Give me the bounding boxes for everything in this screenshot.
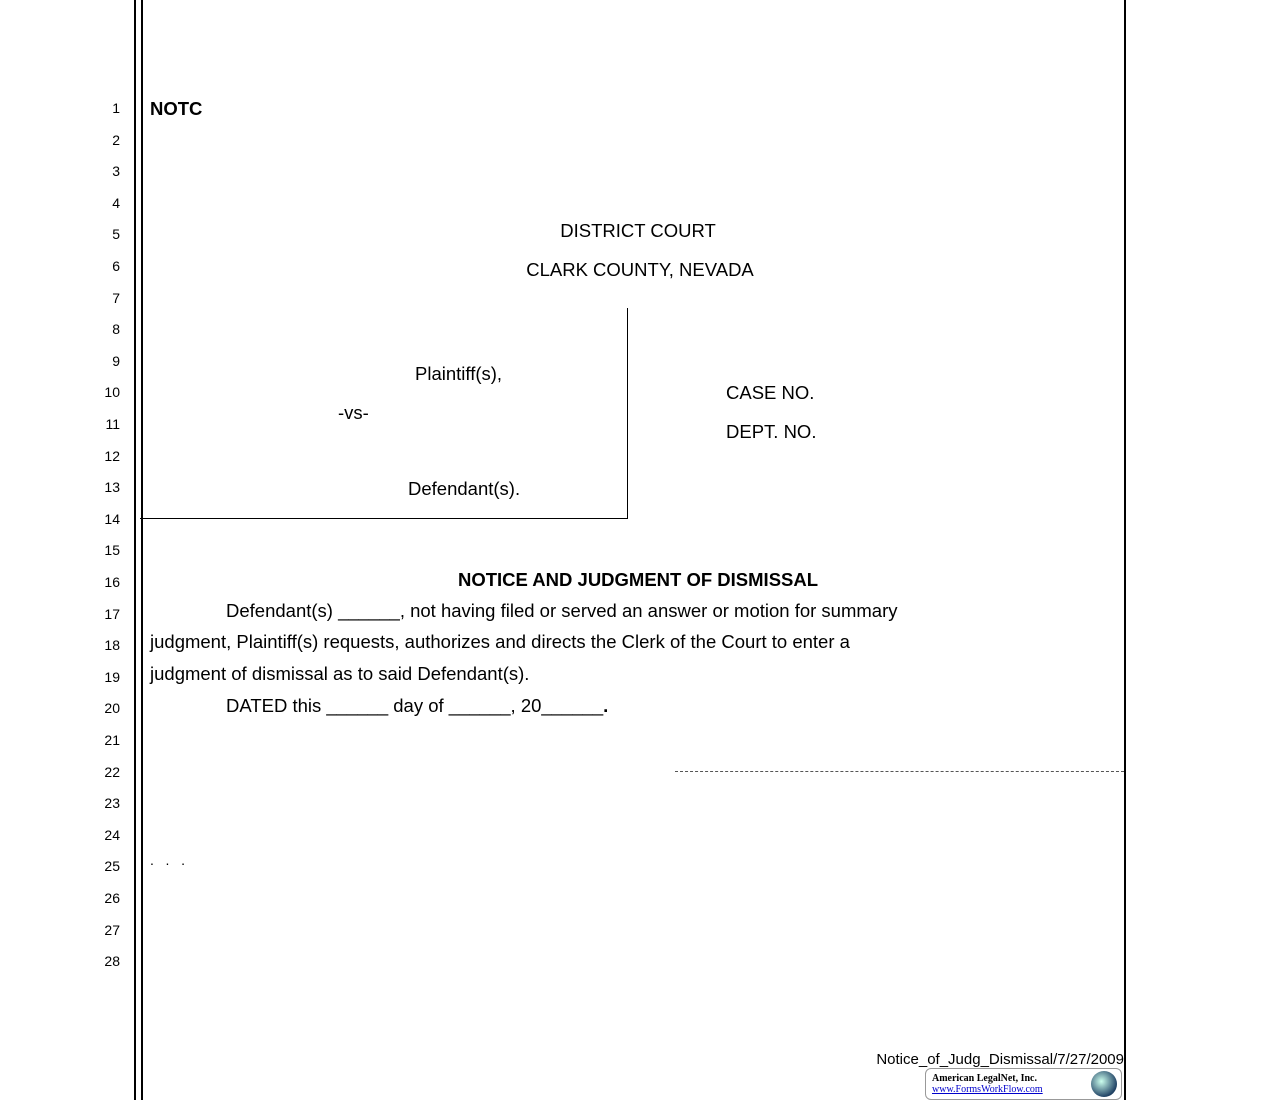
line-number: 17 xyxy=(104,605,120,622)
line-number: 19 xyxy=(104,668,120,685)
line-number: 8 xyxy=(112,321,120,338)
plaintiff-label: Plaintiff(s), xyxy=(415,363,503,384)
dated-text: DATED this ______ day of ______, 20______ xyxy=(226,695,604,716)
document-code: NOTC xyxy=(150,98,203,119)
body-line-2: judgment, Plaintiff(s) requests, authorizes and directs the Clerk of the Court to enter a xyxy=(150,631,850,652)
line-number: 10 xyxy=(104,384,120,401)
continuation-ellipsis: . . . xyxy=(150,852,186,868)
line-number: 1 xyxy=(112,100,120,116)
logo-company-name: American LegalNet, Inc. xyxy=(932,1073,1037,1084)
line-number: 2 xyxy=(112,131,120,148)
line-number: 12 xyxy=(104,447,120,464)
globe-icon xyxy=(1091,1071,1117,1097)
line-number: 23 xyxy=(104,795,120,812)
line-number: 28 xyxy=(104,953,120,970)
dated-period: . xyxy=(603,695,609,716)
line-number: 22 xyxy=(104,763,120,780)
left-margin-rule-inner xyxy=(141,0,143,1100)
county-name: CLARK COUNTY, NEVADA xyxy=(526,259,754,280)
form-identifier: Notice_of_Judg_Dismissal/7/27/2009 xyxy=(876,1051,1124,1068)
court-name: DISTRICT COURT xyxy=(560,220,716,241)
line-number: 7 xyxy=(112,289,120,306)
line-number: 26 xyxy=(104,890,120,906)
line-number: 27 xyxy=(104,921,120,938)
logo-url-link[interactable]: www.FormsWorkFlow.com xyxy=(932,1084,1043,1095)
line-number: 4 xyxy=(112,194,120,211)
line-number: 21 xyxy=(104,732,120,748)
vs-label: -vs- xyxy=(338,402,369,423)
signature-line xyxy=(675,771,1124,772)
line-number: 16 xyxy=(104,574,120,590)
american-legalnet-logo xyxy=(925,1068,1122,1100)
line-number: 3 xyxy=(112,163,120,180)
body-line-3: judgment of dismissal as to said Defendant(s). xyxy=(150,663,530,684)
line-number: 6 xyxy=(112,258,120,274)
dated-line xyxy=(226,697,608,716)
defendant-label: Defendant(s). xyxy=(408,478,521,499)
line-number: 25 xyxy=(104,858,120,875)
document-title: NOTICE AND JUDGMENT OF DISMISSAL xyxy=(457,569,819,590)
right-margin-rule xyxy=(1124,0,1126,1100)
line-number: 14 xyxy=(104,510,120,527)
line-number: 18 xyxy=(104,637,120,654)
line-number: 11 xyxy=(105,416,120,432)
caption-vertical-rule xyxy=(627,308,628,519)
line-number: 13 xyxy=(104,479,120,496)
line-number: 9 xyxy=(112,352,120,369)
line-number: 15 xyxy=(104,542,120,559)
case-number-label: CASE NO. xyxy=(726,382,815,403)
line-number: 24 xyxy=(104,826,120,843)
line-number: 20 xyxy=(104,700,120,717)
left-margin-rule-outer xyxy=(134,0,136,1100)
body-line-1: Defendant(s) ______, not having filed or served an answer or motion for summary xyxy=(226,600,898,621)
line-number: 5 xyxy=(112,226,120,243)
caption-horizontal-rule xyxy=(140,518,628,519)
department-number-label: DEPT. NO. xyxy=(726,421,817,442)
